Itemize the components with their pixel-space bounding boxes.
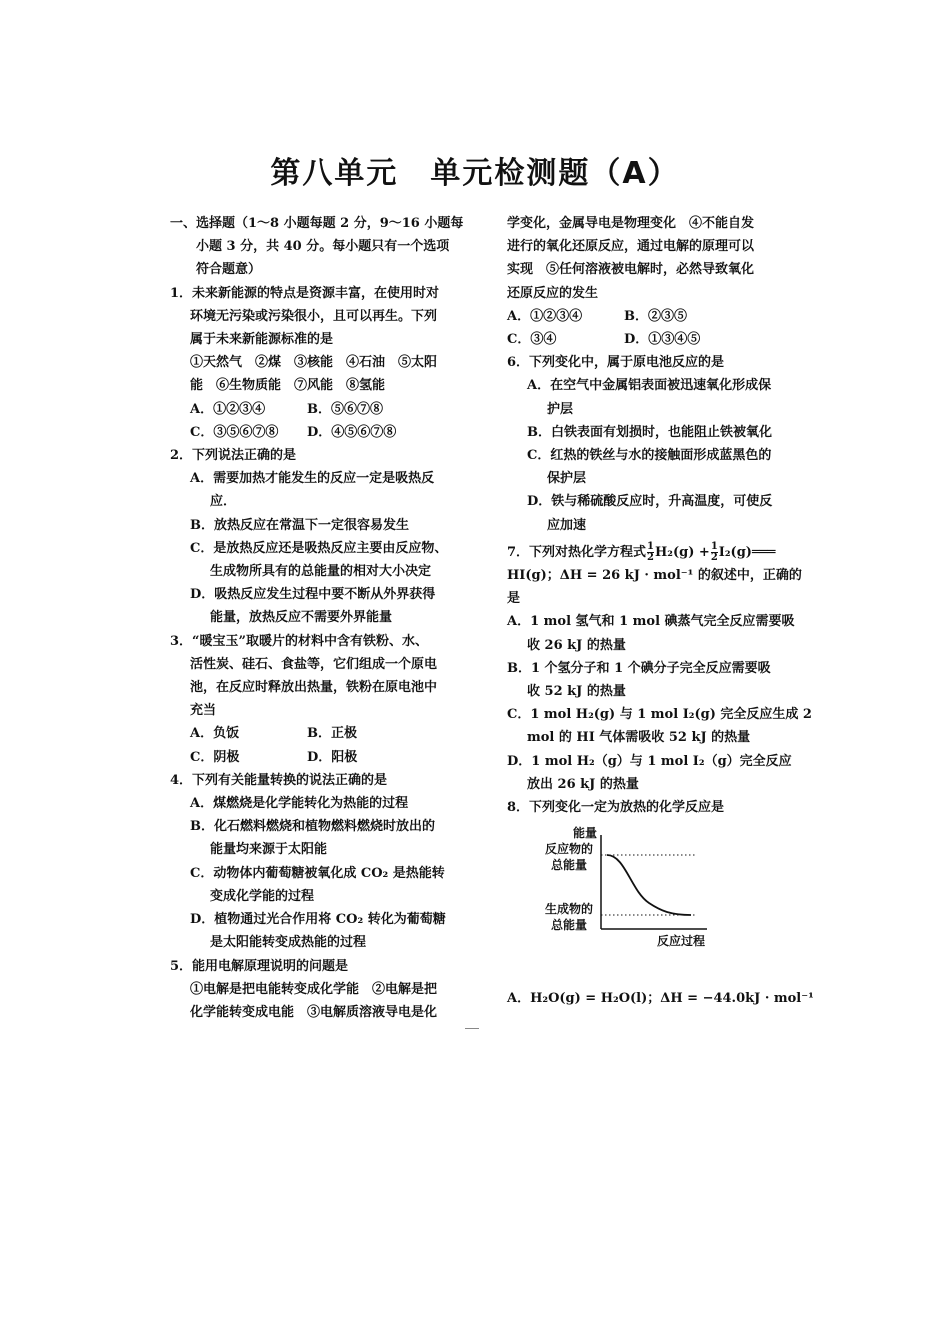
option: A．负饭 (190, 726, 240, 742)
q1-items: ①天然气 ②煤 ③核能 ④石油 ⑤太阳 (190, 355, 438, 371)
fraction-numerator: 1 (710, 540, 718, 552)
q5-statements: 实现 ⑤任何溶液被电解时，必然导致氧化 (507, 262, 755, 278)
option: D．①③④⑤ (624, 332, 701, 348)
q6-option: 应加速 (547, 517, 587, 533)
q3-stem: 充当 (190, 703, 217, 719)
q3-stem: 活性炭、硅石、食盐等，它们组成一个原电 (190, 656, 438, 672)
q5-options (507, 328, 785, 351)
fraction-denominator: 2 (647, 551, 655, 563)
option: B．正极 (307, 726, 357, 742)
q7-option: mol 的 HI 气体需吸收 52 kJ 的热量 (527, 730, 751, 746)
q3-options (170, 722, 470, 745)
q5-options (507, 305, 785, 328)
q7-option: 收 52 kJ 的热量 (527, 684, 626, 700)
reactant-label: 反应物的 (545, 842, 594, 857)
option: D．阳极 (307, 749, 358, 765)
product-label: 总能量 (551, 918, 588, 933)
q7-option: B．1 个氢分子和 1 个碘分子完全反应需要吸 (507, 660, 771, 676)
x-axis-label: 反应过程 (657, 934, 706, 949)
fraction-denominator: 2 (710, 551, 718, 563)
q6-option: B．白铁表面有划损时，也能阻止铁被氧化 (527, 424, 772, 440)
i2-term: I₂(g)═══ (718, 544, 776, 560)
q5-statements: ①电解是把电能转变成化学能 ②电解是把 (190, 981, 438, 997)
q5-statements: 进行的氧化还原反应，通过电解的原理可以 (507, 239, 755, 255)
q7-equation: HI(g)；ΔH = 26 kJ · mol⁻¹ 的叙述中，正确的 (507, 568, 802, 584)
energy-diagram (545, 821, 785, 981)
page-title: 第八单元 单元检测题（A） (270, 156, 680, 191)
q6-option: 护层 (547, 401, 574, 417)
q4-option: 是太阳能转变成热能的过程 (210, 935, 367, 951)
q4-option: 变成化学能的过程 (210, 888, 315, 904)
q5-statements: 学变化，金属导电是物理变化 ④不能自发 (507, 216, 755, 231)
q4-stem: 4．下列有关能量转换的说法正确的是 (170, 772, 388, 788)
h2-term: H₂(g) + (655, 544, 710, 560)
q8-stem: 8．下列变化一定为放热的化学反应是 (507, 800, 725, 816)
q5-statements: 还原反应的发生 (507, 285, 599, 301)
q7-option: A．1 mol 氢气和 1 mol 碘蒸气完全反应需要吸 (507, 614, 795, 630)
option: D．④⑤⑥⑦⑧ (307, 424, 397, 440)
q7-stem: 是 (507, 591, 521, 607)
q6-stem: 6．下列变化中，属于原电池反应的是 (507, 355, 725, 371)
q4-option: D．植物通过光合作用将 CO₂ 转化为葡萄糖 (190, 912, 446, 928)
q5-stem: 5．能用电解原理说明的问题是 (170, 958, 349, 974)
q7-option: 放出 26 kJ 的热量 (527, 776, 639, 792)
q2-option: 生成物所具有的总能量的相对大小决定 (210, 564, 432, 580)
scan-mark (465, 1028, 479, 1029)
section-heading: 符合题意） (196, 262, 262, 278)
q2-option: 应． (210, 494, 237, 510)
q3-stem: 池，在反应时释放出热量，铁粉在原电池中 (190, 680, 438, 696)
q1-stem: 属于未来新能源标准的是 (190, 332, 334, 348)
q7-option: C．1 mol H₂(g) 与 1 mol I₂(g) 完全反应生成 2 (507, 707, 812, 723)
product-label: 生成物的 (545, 902, 594, 917)
section-heading: 小题 3 分，共 40 分。每小题只有一个选项 (196, 239, 450, 255)
fraction-half (711, 542, 718, 563)
q4-option: A．煤燃烧是化学能转化为热能的过程 (190, 796, 409, 812)
q2-option: 能量，放热反应不需要外界能量 (210, 610, 393, 626)
q6-option: D．铁与稀硫酸反应时，升高温度，可使反 (527, 494, 773, 510)
q2-option: B．放热反应在常温下一定很容易发生 (190, 517, 409, 533)
q5-statements: 化学能转变成电能 ③电解质溶液导电是化 (190, 1004, 438, 1020)
option: C．③⑤⑥⑦⑧ (190, 424, 279, 440)
energy-curve (607, 855, 691, 915)
y-axis-label: 能量 (573, 826, 598, 841)
q2-stem: 2．下列说法正确的是 (170, 448, 297, 464)
q7-option: D．1 mol H₂（g）与 1 mol I₂（g）完全反应 (507, 753, 792, 769)
q3-stem: 3．“暖宝玉”取暖片的材料中含有铁粉、水、 (170, 633, 429, 649)
q1-stem: 环境无污染或污染很小，且可以再生。下列 (190, 308, 438, 324)
left-column (170, 212, 470, 1024)
option: A．①②③④ (190, 401, 266, 417)
reactant-label: 总能量 (551, 858, 588, 873)
fraction-half (647, 542, 654, 563)
q6-option: 保护层 (547, 471, 587, 487)
q6-option: A．在空气中金属铝表面被迅速氧化形成保 (527, 378, 772, 394)
q1-stem: 1．未来新能源的特点是资源丰富，在使用时对 (170, 285, 440, 301)
option: C．阴极 (190, 749, 240, 765)
q7-option: 收 26 kJ 的热量 (527, 637, 626, 653)
q7-stem: 7．下列对热化学方程式 (507, 544, 647, 560)
option: A．①②③④ (507, 308, 583, 324)
q7-equation (507, 541, 785, 564)
q4-option: C．动物体内葡萄糖被氧化成 CO₂ 是热能转 (190, 865, 445, 881)
right-column (507, 212, 814, 1010)
q4-option: 能量均来源于太阳能 (210, 842, 328, 858)
q4-option: B．化石燃料燃烧和植物燃料燃烧时放出的 (190, 819, 435, 835)
q8-option: A．H₂O(g) = H₂O(l)；ΔH = −44.0kJ · mol⁻¹ (507, 991, 814, 1007)
section-heading: 一、选择题（1～8 小题每题 2 分，9～16 小题每 (170, 216, 464, 231)
q2-option: C．是放热反应还是吸热反应主要由反应物、 (190, 540, 448, 556)
q2-option: A．需要加热才能发生的反应一定是吸热反 (190, 471, 435, 487)
option: B．②③⑤ (624, 308, 687, 324)
option: B．⑤⑥⑦⑧ (307, 401, 383, 417)
q1-options (170, 398, 470, 421)
fraction-numerator: 1 (647, 540, 655, 552)
q3-options (170, 746, 470, 769)
q2-option: D．吸热反应发生过程中要不断从外界获得 (190, 587, 436, 603)
option: C．③④ (507, 332, 557, 348)
q6-option: C．红热的铁丝与水的接触面形成蓝黑色的 (527, 448, 772, 464)
q1-options (170, 421, 470, 444)
q1-items: 能 ⑥生物质能 ⑦风能 ⑧氢能 (190, 378, 386, 394)
